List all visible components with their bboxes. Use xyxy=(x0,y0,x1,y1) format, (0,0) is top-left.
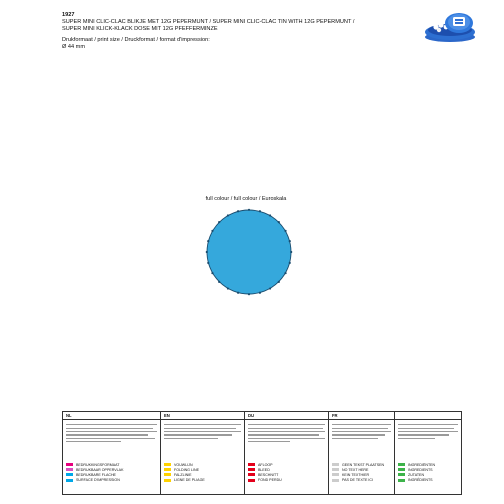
column-description xyxy=(63,420,160,462)
circle-notch-mark xyxy=(248,209,250,211)
print-area-circle xyxy=(205,208,293,296)
info-column-nl xyxy=(63,412,161,494)
circle-notch-mark xyxy=(206,251,208,253)
legend-item: ZUTATEN xyxy=(398,472,458,477)
legend-item: INGREDIENTS xyxy=(398,467,458,472)
circle-notch-mark xyxy=(284,272,286,274)
legend-item: NO TEXT HERE xyxy=(332,467,391,472)
product-code: 1927 xyxy=(62,12,75,18)
product-title-line-1: SUPER MINI CLIC-CLAC BLIKJE MET 12G PEPERMUNT / SUPER MINI CLIC-CLAC TIN WITH 12G PEPERMUNT / xyxy=(62,19,355,26)
header-block xyxy=(62,12,362,51)
circle-notch-mark xyxy=(237,292,239,294)
circle-notch-mark xyxy=(284,230,286,232)
legend-item: FOLDING LINE xyxy=(164,467,241,472)
info-column-ingredients xyxy=(395,412,461,494)
circle-notch-mark xyxy=(259,292,261,294)
info-column-du xyxy=(245,412,329,494)
circle-notch-mark xyxy=(278,221,280,223)
column-description xyxy=(395,420,461,462)
column-header xyxy=(395,412,461,420)
circle-notch-mark xyxy=(227,287,229,289)
circle-notch-mark xyxy=(207,240,209,242)
legend-item: LIGNE DE PLIAGE xyxy=(164,478,241,483)
legend-item: VOUWLIJN xyxy=(164,462,241,467)
circle-notch-mark xyxy=(227,214,229,216)
legend-item: PAS DE TEXTE ICI xyxy=(332,478,391,483)
legend-item: BEDRUKBAAR OPPERVLAK xyxy=(66,467,157,472)
circle-notch-mark xyxy=(211,230,213,232)
legend-list xyxy=(329,462,394,483)
product-title-line-2: SUPER MINI KLICK-KLACK DOSE MIT 12G PFEFFERMINZE xyxy=(62,26,218,33)
legend-item: SURFACE D'IMPRESSION xyxy=(66,478,157,483)
circle-notch-mark xyxy=(248,293,250,295)
legend-item: BEDRUKKINGSFORMAAT xyxy=(66,462,157,467)
legend-item: FALZLINIE xyxy=(164,472,241,477)
circle-notch-mark xyxy=(237,210,239,212)
legend-list xyxy=(395,462,461,483)
info-column-fr xyxy=(329,412,395,494)
legend-item: BEDRUKBARE FLACHE xyxy=(66,472,157,477)
column-header: NL xyxy=(63,412,160,420)
legend-item: AFLOOP xyxy=(248,462,325,467)
info-column-en xyxy=(161,412,245,494)
column-header: DU xyxy=(245,412,328,420)
circle-notch-mark xyxy=(259,210,261,212)
legend-list xyxy=(245,462,328,483)
circle-notch-mark xyxy=(289,240,291,242)
legend-item: INGREDIËNTEN xyxy=(398,462,458,467)
column-header: EN xyxy=(161,412,244,420)
legend-list xyxy=(63,462,160,483)
legend-item: GEEN TEKST PLAATSEN xyxy=(332,462,391,467)
circle-notch-mark xyxy=(278,281,280,283)
column-description xyxy=(245,420,328,462)
circle-notch-mark xyxy=(269,214,271,216)
column-header: FR xyxy=(329,412,394,420)
column-description xyxy=(329,420,394,462)
circle-notch-mark xyxy=(289,262,291,264)
column-description xyxy=(161,420,244,462)
circle-notch-mark xyxy=(269,287,271,289)
circle-notch-mark xyxy=(218,281,220,283)
legend-item: BLEED xyxy=(248,467,325,472)
info-table xyxy=(62,411,462,495)
legend-item: KEIN TEXTHIER xyxy=(332,472,391,477)
legend-list xyxy=(161,462,244,483)
legend-item: INGRÉDIENTS xyxy=(398,478,458,483)
circle-notch-mark xyxy=(218,221,220,223)
circle-notch-mark xyxy=(290,251,292,253)
print-size-value: Ø 44 mm xyxy=(62,43,86,50)
legend-item: FOND PERDU xyxy=(248,478,325,483)
tin-product-photo xyxy=(414,11,482,43)
circle-notch-mark xyxy=(207,262,209,264)
circle-notch-mark xyxy=(211,272,213,274)
legend-item: BESCHNITT xyxy=(248,472,325,477)
print-size-label: Drukformaat / print size / Druckformat / format d'impression: xyxy=(62,36,210,43)
artwork-label: full colour / full colour / Euroskala xyxy=(205,196,287,202)
